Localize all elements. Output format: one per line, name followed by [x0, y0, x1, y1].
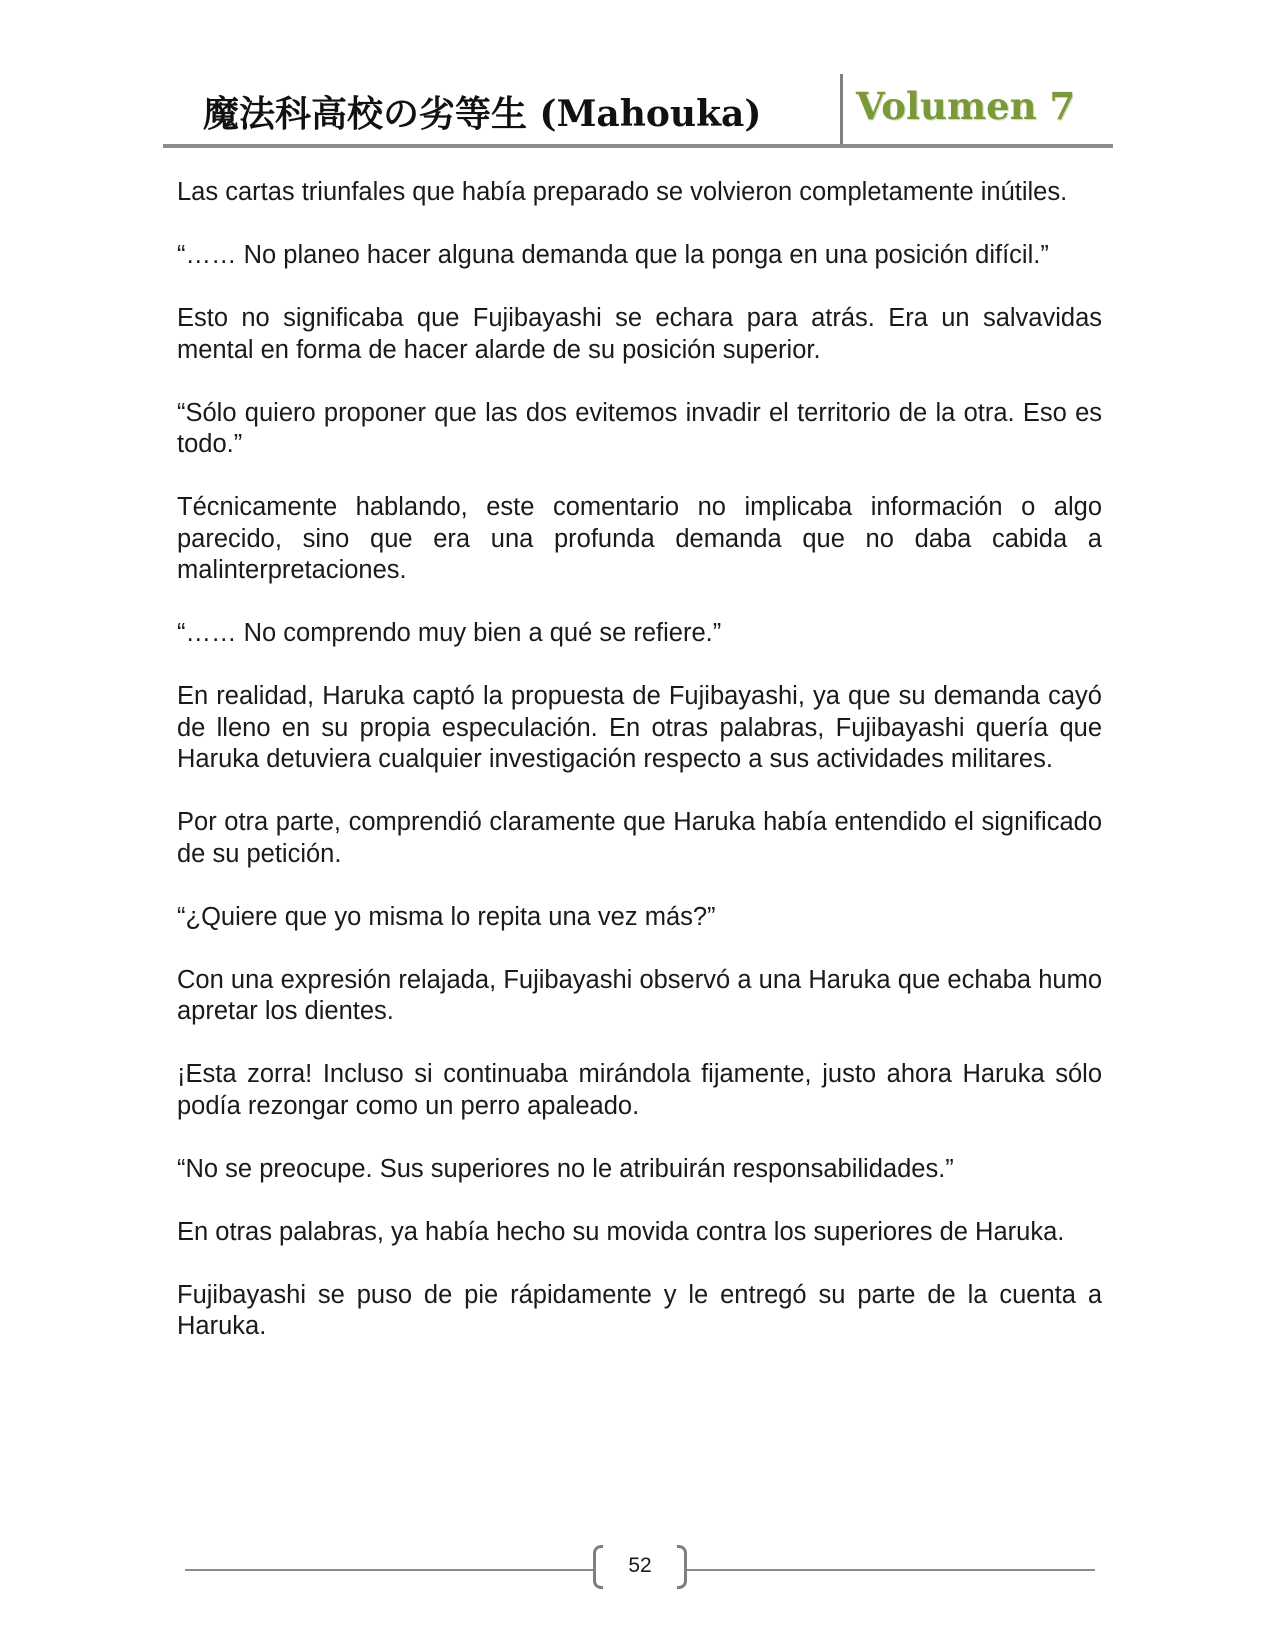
left-bracket-ornament [593, 1545, 603, 1589]
paragraph: En realidad, Haruka captó la propuesta de Fujibayashi, ya que su demanda cayó de lleno en su propia especulación. En otras palabras, Fujibayashi quería que Haruka detuviera cualquier investigación respecto a sus actividades militares. [177, 682, 1102, 773]
paragraph: Esto no significaba que Fujibayashi se echara para atrás. Era un salvavidas mental en forma de hacer alarde de su posición superior. [177, 304, 1102, 364]
volume-label: Volumen 7 [856, 84, 1076, 128]
paragraph: Las cartas triunfales que había preparado se volvieron completamente inútiles. [177, 178, 1068, 206]
paragraph: “No se preocupe. Sus superiores no le atribuirán responsabilidades.” [177, 1154, 954, 1183]
footer-rule-left [185, 1569, 593, 1571]
header-rule [163, 144, 1113, 148]
paragraph: Técnicamente hablando, este comentario no implicaba información o algo parecido, sino que era una profunda demanda que no daba cabida a malinterpretaciones. [177, 493, 1102, 584]
paragraph: Por otra parte, comprendió claramente que Haruka había entendido el significado de su petición. [177, 808, 1102, 868]
header-divider [840, 74, 843, 145]
paragraph: En otras palabras, ya había hecho su movida contra los superiores de Haruka. [177, 1217, 1065, 1246]
paragraph: Con una expresión relajada, Fujibayashi observó a una Haruka que echaba humo apretar los dientes. [177, 965, 1102, 1025]
footer-rule-right [687, 1569, 1095, 1571]
page-body [177, 177, 1102, 1374]
paragraph: “…… No planeo hacer alguna demanda que la ponga en una posición difícil.” [177, 241, 1049, 269]
page-header [163, 70, 1113, 148]
page-number: 52 [628, 1554, 652, 1577]
paragraph: Fujibayashi se puso de pie rápidamente y le entregó su parte de la cuenta a Haruka. [177, 1280, 1102, 1340]
book-title: 魔法科高校の劣等生 (Mahouka) [203, 93, 762, 135]
right-bracket-ornament [677, 1545, 687, 1589]
paragraph: “Sólo quiero proponer que las dos evitemos invadir el territorio de la otra. Eso es todo.” [177, 398, 1102, 458]
page-footer [185, 1545, 1095, 1595]
paragraph: “…… No comprendo muy bien a qué se refiere.” [177, 619, 722, 647]
paragraph: “¿Quiere que yo misma lo repita una vez más?” [177, 902, 716, 931]
paragraph: ¡Esta zorra! Incluso si continuaba mirándola fijamente, justo ahora Haruka sólo podía rezongar como un perro apaleado. [177, 1060, 1102, 1120]
